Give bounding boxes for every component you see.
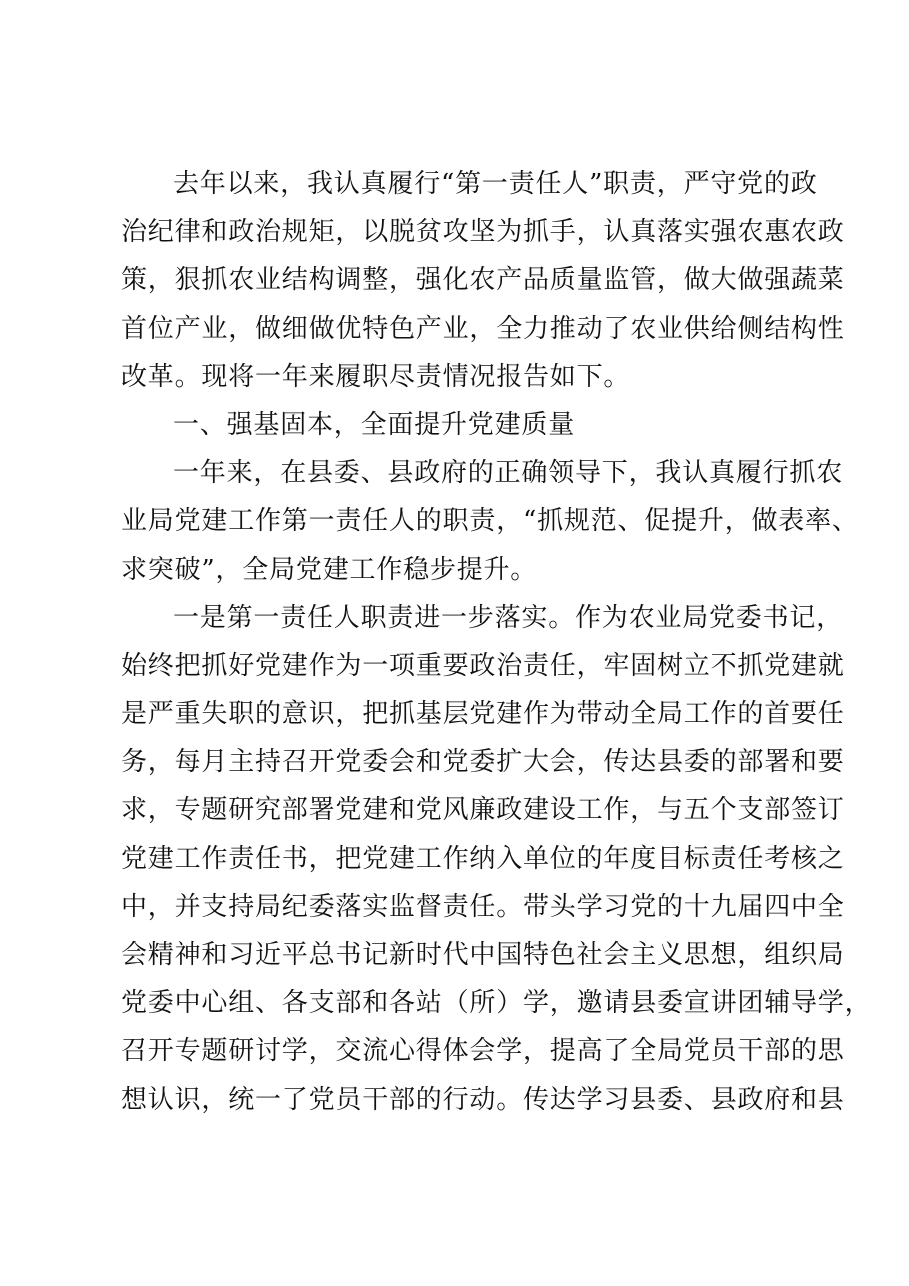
paragraph-2-line-1: 一年来，在县委、县政府的正确领导下，我认真履行抓农: [173, 458, 844, 489]
paragraph-2-line-3: 求突破”，全局党建工作稳步提升。: [121, 554, 538, 585]
paragraph-3-line-2: 始终把抓好党建作为一项重要政治责任，牢固树立不抓党建就: [121, 650, 845, 681]
paragraph-1-line-3: 策，狠抓农业结构调整，强化农产品质量监管，做大做强蔬菜: [121, 265, 845, 296]
paragraph-3-line-3: 是严重失职的意识，把抓基层党建作为带动全局工作的首要任: [121, 699, 845, 730]
paragraph-3-line-11: 想认识，统一了党员干部的行动。传达学习县委、县政府和县: [121, 1084, 845, 1115]
section-heading: 一、强基固本，全面提升党建质量: [173, 409, 576, 440]
paragraph-3-line-10: 召开专题研讨学，交流心得体会学，提高了全局党员干部的思: [121, 1036, 845, 1067]
paragraph-1-line-4: 首位产业，做细做优特色产业，全力推动了农业供给侧结构性: [121, 313, 845, 344]
paragraph-3-line-9: 党委中心组、各支部和各站（所）学，邀请县委宣讲团辅导学，: [121, 988, 872, 1019]
paragraph-3-line-7: 中，并支持局纪委落实监督责任。带头学习党的十九届四中全: [121, 891, 845, 922]
paragraph-3-line-4: 务，每月主持召开党委会和党委扩大会，传达县委的部署和要: [121, 747, 845, 778]
paragraph-1-line-2: 治纪律和政治规矩，以脱贫攻坚为抓手，认真落实强农惠农政: [121, 217, 845, 248]
paragraph-1-line-1: 去年以来，我认真履行“第一责任人”职责，严守党的政: [173, 169, 818, 199]
paragraph-3-line-5: 求，专题研究部署党建和党风廉政建设工作，与五个支部签订: [121, 795, 845, 826]
paragraph-2-line-2: 业局党建工作第一责任人的职责，“抓规范、促提升，做表率、: [121, 506, 859, 537]
paragraph-1-line-5: 改革。现将一年来履职尽责情况报告如下。: [121, 361, 631, 392]
paragraph-3-line-6: 党建工作责任书，把党建工作纳入单位的年度目标责任考核之: [121, 843, 845, 874]
document-body: [121, 160, 872, 1124]
paragraph-3-line-1: 一是第一责任人职责进一步落实。作为农业局党委书记，: [173, 602, 844, 633]
paragraph-3-line-8: 会精神和习近平总书记新时代中国特色社会主义思想，组织局: [121, 940, 845, 970]
